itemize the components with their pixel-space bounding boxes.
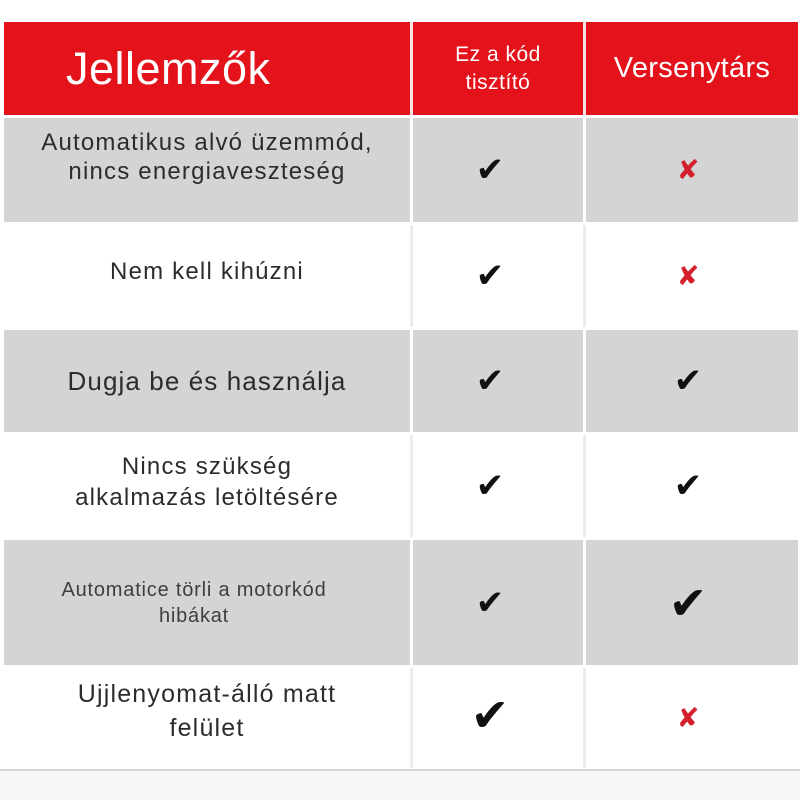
feature-label-line: Nincs szükség bbox=[121, 453, 293, 480]
competitor-cell bbox=[586, 225, 798, 327]
our-product-cell bbox=[413, 540, 583, 665]
feature-cell bbox=[4, 540, 410, 665]
feature-cell bbox=[4, 118, 410, 222]
cross-icon: ✘ bbox=[676, 702, 700, 734]
table-row bbox=[4, 435, 798, 537]
check-icon: ✔ bbox=[668, 575, 708, 630]
feature-label-line: Automatikus alvó üzemmód, bbox=[41, 129, 373, 156]
check-icon: ✔ bbox=[470, 688, 510, 742]
feature-label bbox=[75, 451, 339, 513]
check-icon: ✔ bbox=[475, 150, 505, 190]
competitor-cell bbox=[586, 330, 798, 432]
table-row bbox=[4, 118, 798, 222]
competitor-cell bbox=[586, 540, 798, 665]
feature-label bbox=[110, 257, 304, 287]
our-product-cell bbox=[413, 330, 583, 432]
header-features-label: Jellemzők bbox=[66, 43, 271, 94]
our-product-cell bbox=[413, 225, 583, 327]
check-icon: ✔ bbox=[673, 361, 703, 401]
feature-cell bbox=[4, 330, 410, 432]
header-our-product-line-2: tisztító bbox=[465, 70, 531, 94]
table-row bbox=[4, 540, 798, 665]
check-icon: ✔ bbox=[475, 582, 505, 623]
our-product-cell bbox=[413, 435, 583, 537]
header-competitor-cell bbox=[586, 22, 798, 115]
feature-label-line: Automatice törli a motorkód bbox=[61, 578, 327, 601]
our-product-cell bbox=[413, 118, 583, 222]
check-icon: ✔ bbox=[475, 361, 505, 401]
feature-label-line: felület bbox=[169, 714, 245, 742]
competitor-cell bbox=[586, 118, 798, 222]
table-row bbox=[4, 330, 798, 432]
feature-cell bbox=[4, 435, 410, 537]
feature-label-line: Ujjlenyomat-álló matt bbox=[77, 680, 337, 708]
feature-label bbox=[78, 677, 337, 745]
header-our-product-cell bbox=[413, 22, 583, 115]
table-row bbox=[4, 225, 798, 327]
feature-cell bbox=[4, 225, 410, 327]
our-product-cell bbox=[413, 668, 583, 768]
page-bottom-margin bbox=[0, 771, 800, 800]
feature-label-line: Dugja be és használja bbox=[67, 366, 347, 396]
competitor-cell bbox=[586, 435, 798, 537]
header-our-product-label bbox=[455, 41, 541, 97]
check-icon: ✔ bbox=[673, 466, 703, 506]
header-competitor-label: Versenytárs bbox=[613, 52, 771, 84]
feature-label bbox=[61, 577, 326, 629]
table-row bbox=[4, 668, 798, 768]
check-icon: ✔ bbox=[475, 466, 505, 506]
feature-cell bbox=[4, 668, 410, 768]
table-header bbox=[4, 22, 798, 115]
feature-label-line: alkalmazás letöltésére bbox=[75, 484, 339, 511]
feature-label bbox=[68, 366, 347, 396]
feature-label-line: nincs energiaveszteség bbox=[68, 158, 346, 185]
cross-icon: ✘ bbox=[676, 260, 700, 292]
competitor-cell bbox=[586, 668, 798, 768]
feature-label-line: hibákat bbox=[158, 604, 230, 627]
feature-label bbox=[41, 128, 372, 186]
check-icon: ✔ bbox=[475, 256, 505, 296]
cross-icon: ✘ bbox=[676, 154, 700, 186]
header-our-product-line-1: Ez a kód bbox=[455, 42, 541, 66]
feature-label-line: Nem kell kihúzni bbox=[110, 258, 304, 285]
header-features-cell bbox=[4, 22, 410, 115]
